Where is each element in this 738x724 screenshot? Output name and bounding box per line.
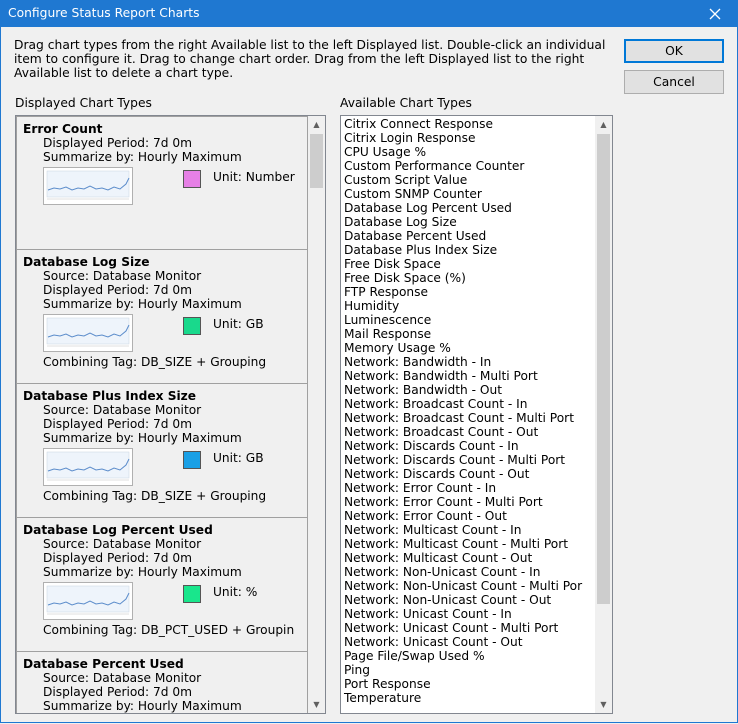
available-list-item[interactable]: Memory Usage % — [344, 341, 451, 355]
available-list-item[interactable]: Network: Discards Count - In — [344, 439, 519, 453]
chart-item-source: Source: Database Monitor — [43, 537, 202, 551]
close-icon — [709, 8, 721, 20]
displayed-chart-item[interactable] — [16, 250, 308, 384]
displayed-list-label: Displayed Chart Types — [15, 96, 152, 110]
available-list-item[interactable]: Free Disk Space — [344, 257, 441, 271]
chart-item-period: Displayed Period: 7d 0m — [43, 283, 193, 297]
chart-item-name: Database Log Size — [23, 255, 150, 269]
available-list-item[interactable]: Network: Multicast Count - Out — [344, 551, 533, 565]
available-list-item[interactable]: Network: Multicast Count - Multi Port — [344, 537, 568, 551]
available-list-item[interactable]: Port Response — [344, 677, 431, 691]
chart-item-summarize: Summarize by: Hourly Maximum — [43, 297, 242, 311]
available-scrollbar[interactable] — [595, 116, 612, 713]
scroll-up-arrow-icon[interactable]: ▲ — [600, 120, 607, 129]
displayed-chart-item[interactable] — [16, 116, 308, 250]
color-swatch[interactable] — [183, 451, 201, 469]
chart-item-unit: Unit: GB — [213, 317, 264, 331]
available-list-item[interactable]: Database Plus Index Size — [344, 243, 498, 257]
chart-item-period: Displayed Period: 7d 0m — [43, 685, 193, 699]
displayed-chart-item[interactable] — [16, 384, 308, 518]
chart-item-name: Error Count — [23, 122, 103, 136]
displayed-scrollbar[interactable] — [308, 116, 325, 713]
displayed-chart-list[interactable] — [15, 115, 326, 714]
available-chart-list[interactable] — [340, 115, 613, 714]
available-list-item[interactable]: Citrix Connect Response — [344, 117, 493, 131]
available-list-item[interactable]: Free Disk Space (%) — [344, 271, 466, 285]
scroll-up-arrow-icon[interactable]: ▲ — [313, 120, 320, 129]
scroll-thumb[interactable] — [597, 134, 610, 604]
available-list-item[interactable]: Network: Bandwidth - Out — [344, 383, 502, 397]
available-list-item[interactable]: Network: Error Count - Out — [344, 509, 507, 523]
cancel-button[interactable]: Cancel — [624, 70, 724, 94]
chart-item-unit: Unit: Number — [213, 170, 295, 184]
available-list-item[interactable]: Custom SNMP Counter — [344, 187, 482, 201]
chart-item-source: Source: Database Monitor — [43, 671, 202, 685]
available-list-item[interactable]: Custom Performance Counter — [344, 159, 525, 173]
chart-item-name: Database Percent Used — [23, 657, 184, 671]
color-swatch[interactable] — [183, 317, 201, 335]
scroll-thumb[interactable] — [310, 134, 323, 188]
chart-thumbnail-icon — [43, 582, 133, 620]
available-list-item[interactable]: FTP Response — [344, 285, 428, 299]
chart-thumbnail-icon — [43, 314, 133, 352]
title-bar — [0, 0, 738, 27]
color-swatch[interactable] — [183, 170, 201, 188]
available-list-item[interactable]: Network: Unicast Count - Multi Port — [344, 621, 559, 635]
available-list-item[interactable]: Network: Non-Unicast Count - Out — [344, 593, 552, 607]
window-title: Configure Status Report Charts — [8, 6, 200, 20]
available-list-item[interactable]: Database Percent Used — [344, 229, 487, 243]
chart-item-source: Source: Database Monitor — [43, 403, 202, 417]
available-list-item[interactable]: Ping — [344, 663, 370, 677]
chart-item-summarize: Summarize by: Hourly Maximum — [43, 150, 242, 164]
available-list-item[interactable]: Network: Unicast Count - In — [344, 607, 512, 621]
available-list-item[interactable]: Network: Discards Count - Multi Port — [344, 453, 566, 467]
available-list-item[interactable]: Luminescence — [344, 313, 432, 327]
available-list-item[interactable]: Network: Unicast Count - Out — [344, 635, 523, 649]
color-swatch[interactable] — [183, 585, 201, 603]
available-list-item[interactable]: Network: Discards Count - Out — [344, 467, 530, 481]
chart-item-unit: Unit: GB — [213, 451, 264, 465]
available-list-item[interactable]: Network: Non-Unicast Count - Multi Por — [344, 579, 583, 593]
available-list-item[interactable]: Network: Bandwidth - Multi Port — [344, 369, 538, 383]
available-list-label: Available Chart Types — [340, 96, 472, 110]
available-list-item[interactable]: Network: Broadcast Count - Out — [344, 425, 539, 439]
available-list-item[interactable]: Network: Error Count - Multi Port — [344, 495, 543, 509]
available-list-item[interactable]: Database Log Size — [344, 215, 457, 229]
chart-item-summarize: Summarize by: Hourly Maximum — [43, 699, 242, 713]
available-list-item[interactable]: Network: Bandwidth - In — [344, 355, 492, 369]
available-list-item[interactable]: Mail Response — [344, 327, 432, 341]
available-list-item[interactable]: Network: Error Count - In — [344, 481, 497, 495]
scroll-down-arrow-icon[interactable]: ▼ — [600, 700, 607, 709]
chart-thumbnail-icon — [43, 167, 133, 205]
available-list-item[interactable]: Database Log Percent Used — [344, 201, 512, 215]
available-list-item[interactable]: Network: Broadcast Count - Multi Port — [344, 411, 574, 425]
available-list-item[interactable]: Page File/Swap Used % — [344, 649, 485, 663]
instructions-text: Drag chart types from the right Available list to the left Displayed list. Double-click an individual item to configure it. Drag to change chart order. Drag from the left Displayed list to the right Available list to delete a chart type. — [14, 38, 606, 80]
chart-item-summarize: Summarize by: Hourly Maximum — [43, 431, 242, 445]
chart-item-period: Displayed Period: 7d 0m — [43, 417, 193, 431]
chart-item-source: Source: Database Monitor — [43, 269, 202, 283]
chart-thumbnail-icon — [43, 448, 133, 486]
close-button[interactable] — [692, 0, 738, 27]
chart-item-summarize: Summarize by: Hourly Maximum — [43, 565, 242, 579]
chart-item-name: Database Log Percent Used — [23, 523, 213, 537]
chart-item-period: Displayed Period: 7d 0m — [43, 551, 193, 565]
available-list-item[interactable]: Humidity — [344, 299, 400, 313]
available-list-item[interactable]: Network: Multicast Count - In — [344, 523, 522, 537]
available-list-item[interactable]: Custom Script Value — [344, 173, 468, 187]
chart-item-period: Displayed Period: 7d 0m — [43, 136, 193, 150]
chart-item-unit: Unit: % — [213, 585, 258, 599]
chart-item-combining-tag: Combining Tag: DB_SIZE + Grouping — [43, 489, 267, 503]
displayed-chart-item[interactable] — [16, 652, 308, 714]
chart-item-combining-tag: Combining Tag: DB_SIZE + Grouping — [43, 355, 267, 369]
available-list-item[interactable]: Citrix Login Response — [344, 131, 476, 145]
available-list-item[interactable]: Network: Broadcast Count - In — [344, 397, 528, 411]
available-list-item[interactable]: Network: Non-Unicast Count - In — [344, 565, 541, 579]
scroll-down-arrow-icon[interactable]: ▼ — [313, 700, 320, 709]
ok-button[interactable]: OK — [624, 39, 724, 63]
available-list-item[interactable]: CPU Usage % — [344, 145, 427, 159]
chart-item-name: Database Plus Index Size — [23, 389, 197, 403]
chart-item-combining-tag: Combining Tag: DB_PCT_USED + Groupin — [43, 623, 295, 637]
available-list-item[interactable]: Temperature — [344, 691, 422, 705]
displayed-chart-item[interactable] — [16, 518, 308, 652]
